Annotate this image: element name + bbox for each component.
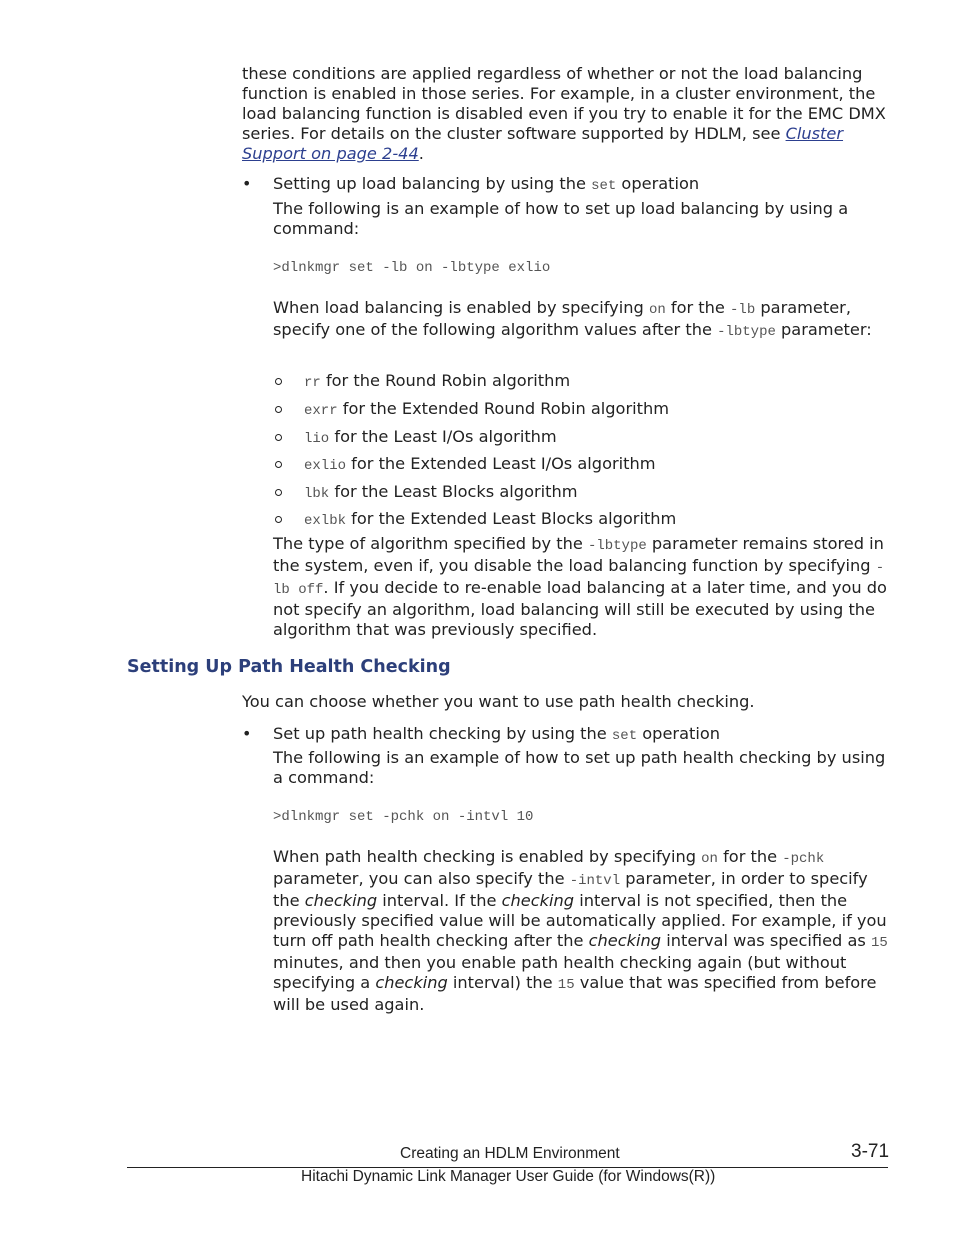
algorithm-code: exrr [304, 403, 338, 419]
page-number: 3-71 [851, 1141, 890, 1162]
text: parameter, in order to specify the [273, 869, 868, 910]
text: operation [616, 174, 700, 193]
phc-example-text: The following is an example of how to set up path health checking by using a command: [273, 748, 886, 787]
footer-chapter-title: Creating an HDLM Environment [400, 1145, 620, 1162]
cluster-support-link[interactable]: Cluster Support on page 2-44 [242, 124, 844, 163]
phc-intro: You can choose whether you want to use path health checking. [242, 692, 755, 711]
italic-checking: checking [304, 891, 378, 910]
algorithm-item [304, 427, 557, 449]
text: interval. If the [377, 891, 502, 910]
code-set: set [591, 178, 617, 194]
footer-book-title: Hitachi Dynamic Link Manager User Guide (for Windows(R)) [301, 1168, 716, 1185]
code-15: 15 [557, 977, 575, 993]
text: interval is not specified, then the previously specified value will be automatically applied. For example, if you turn off path health checking after the [273, 891, 887, 950]
code-15: 15 [870, 935, 888, 951]
code-lb: -lb [730, 302, 756, 318]
text: minutes, and then you enable path health checking again (but without specifying a [273, 953, 847, 992]
circle-bullet-icon [275, 406, 282, 413]
lb-command: >dlnkmgr set -lb on -lbtype exlio [273, 260, 551, 276]
text: . If you decide to re-enable load balancing at a later time, and you do not specify an algorithm, load balancing will still be executed by using the algorithm that was previously specified. [273, 578, 887, 639]
text: operation [637, 724, 720, 743]
phc-bullet-item [273, 724, 891, 746]
algorithm-item [304, 509, 676, 531]
phc-command: >dlnkmgr set -pchk on -intvl 10 [273, 809, 534, 825]
algorithm-text: for the Extended Least Blocks algorithm [346, 509, 677, 528]
text: The type of algorithm specified by the [273, 534, 588, 553]
algorithm-text: for the Round Robin algorithm [320, 371, 571, 390]
code-lbtype: -lbtype [587, 538, 647, 554]
code-lbtype: -lbtype [717, 324, 776, 340]
circle-bullet-icon [275, 378, 282, 385]
text: parameter, you can also specify the [273, 869, 570, 888]
text: parameter: [775, 320, 872, 339]
algorithm-text: for the Least Blocks algorithm [329, 482, 578, 501]
text: interval) the [447, 973, 558, 992]
text: for the [717, 847, 783, 866]
code-on: on [648, 302, 666, 318]
lb-stored-paragraph [273, 534, 891, 640]
algorithm-code: exlbk [304, 513, 347, 529]
text: Set up path health checking by using the [273, 724, 612, 743]
code-lb-off: -lb off [273, 560, 885, 598]
algorithm-text: for the Extended Round Robin algorithm [337, 399, 669, 418]
text: for the [665, 298, 731, 317]
circle-bullet-icon [275, 516, 282, 523]
algorithm-code: lbk [304, 486, 330, 502]
algorithm-code: exlio [304, 458, 347, 474]
text: When path health checking is enabled by specifying [273, 847, 702, 866]
bullet-marker: • [242, 174, 252, 193]
intro-paragraph [242, 64, 892, 164]
phc-params-paragraph [273, 847, 891, 1015]
text: value that was specified from before will be used again. [273, 973, 877, 1014]
circle-bullet-icon [275, 461, 282, 468]
section-heading: Setting Up Path Health Checking [127, 657, 451, 677]
italic-checking: checking [588, 931, 662, 950]
code-intvl: -intvl [569, 873, 621, 889]
intro-period: . [418, 144, 424, 163]
text: parameter remains stored in the system, even if, you disable the load balancing function by specifying [273, 534, 884, 575]
code-pchk: -pchk [782, 851, 825, 867]
bullet-marker: • [242, 724, 252, 743]
algorithm-code: lio [304, 431, 330, 447]
circle-bullet-icon [275, 489, 282, 496]
circle-bullet-icon [275, 434, 282, 441]
italic-checking: checking [501, 891, 575, 910]
algorithm-item [304, 482, 578, 504]
lb-bullet-item [273, 174, 891, 196]
italic-checking: checking [375, 973, 448, 992]
code-set: set [611, 728, 638, 744]
text: parameter, specify one of the following algorithm values after the [273, 298, 851, 339]
algorithm-item [304, 371, 570, 393]
text: Setting up load balancing by using the [273, 174, 592, 193]
text: When load balancing is enabled by specifying [273, 298, 649, 317]
code-on: on [701, 851, 718, 867]
text: interval was specified as [661, 931, 871, 950]
algorithm-text: for the Least I/Os algorithm [329, 427, 557, 446]
algorithm-item [304, 399, 669, 421]
algorithm-item [304, 454, 656, 476]
algorithm-text: for the Extended Least I/Os algorithm [346, 454, 656, 473]
lb-params-paragraph [273, 298, 891, 342]
lb-example-text: The following is an example of how to set up load balancing by using a command: [273, 199, 849, 238]
algorithm-code: rr [304, 375, 321, 391]
intro-text: these conditions are applied regardless of whether or not the load balancing function is enabled in those series. For example, in a cluster environment, the load balancing function is disabled even if you try to enable it for the EMC DMX series. For details on the cluster software supported by HDLM, see [242, 64, 886, 143]
